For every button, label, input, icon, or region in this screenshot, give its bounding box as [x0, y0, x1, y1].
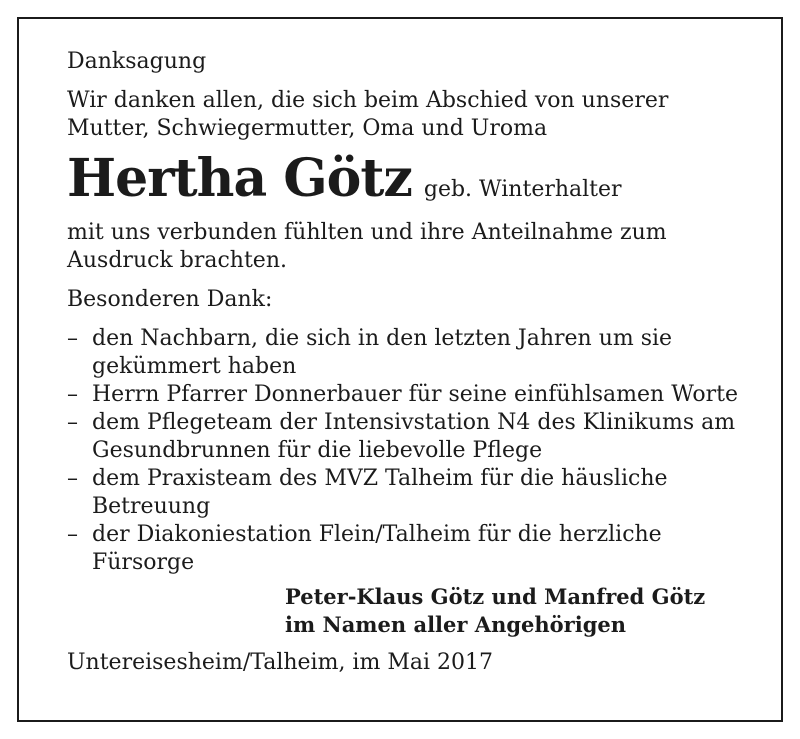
- deceased-name-row: [67, 149, 747, 209]
- body-line-2: Ausdruck brachten.: [67, 248, 287, 273]
- intro-line-1: Wir danken allen, die sich beim Abschied von unserer: [67, 88, 669, 113]
- list-item-line: dem Pflegeteam der Intensivstation N4 des Klinikums am: [92, 410, 736, 435]
- list-dash: –: [67, 410, 78, 435]
- place-and-date: Untereisesheim/Talheim, im Mai 2017: [67, 650, 493, 675]
- list-item-line: Herrn Pfarrer Donnerbauer für seine einfühlsamen Worte: [92, 382, 738, 407]
- intro-line-2: Mutter, Schwiegermutter, Oma und Uroma: [67, 116, 548, 141]
- signature-block: [285, 583, 747, 639]
- special-thanks-label: Besonderen Dank:: [67, 287, 273, 312]
- list-item: [67, 325, 747, 381]
- body-line-1: mit uns verbunden fühlten und ihre Anteilnahme zum: [67, 220, 667, 245]
- notice-heading: Danksagung: [67, 49, 207, 74]
- list-dash: –: [67, 326, 78, 351]
- list-item-line: Gesundbrunnen für die liebevolle Pflege: [92, 438, 543, 463]
- list-item: [67, 409, 747, 465]
- list-item-line: dem Praxisteam des MVZ Talheim für die häusliche: [92, 466, 668, 491]
- birth-name: geb. Winterhalter: [423, 177, 622, 202]
- deceased-name: Hertha Götz: [67, 148, 412, 209]
- list-item-line: gekümmert haben: [92, 354, 297, 379]
- list-item: [67, 381, 747, 409]
- list-item-line: der Diakoniestation Flein/Talheim für die herzliche: [92, 522, 662, 547]
- signature-relation: im Namen aller Angehörigen: [285, 612, 627, 637]
- list-dash: –: [67, 382, 78, 407]
- list-item-line: Fürsorge: [92, 550, 195, 575]
- list-dash: –: [67, 522, 78, 547]
- list-item: [67, 521, 747, 577]
- list-item: [67, 465, 747, 521]
- signature-names: Peter-Klaus Götz und Manfred Götz: [285, 584, 706, 609]
- thanks-list: [67, 325, 747, 577]
- notice-content: [67, 48, 747, 677]
- list-item-line: den Nachbarn, die sich in den letzten Jahren um sie: [92, 326, 673, 351]
- list-dash: –: [67, 466, 78, 491]
- list-item-line: Betreuung: [92, 494, 211, 519]
